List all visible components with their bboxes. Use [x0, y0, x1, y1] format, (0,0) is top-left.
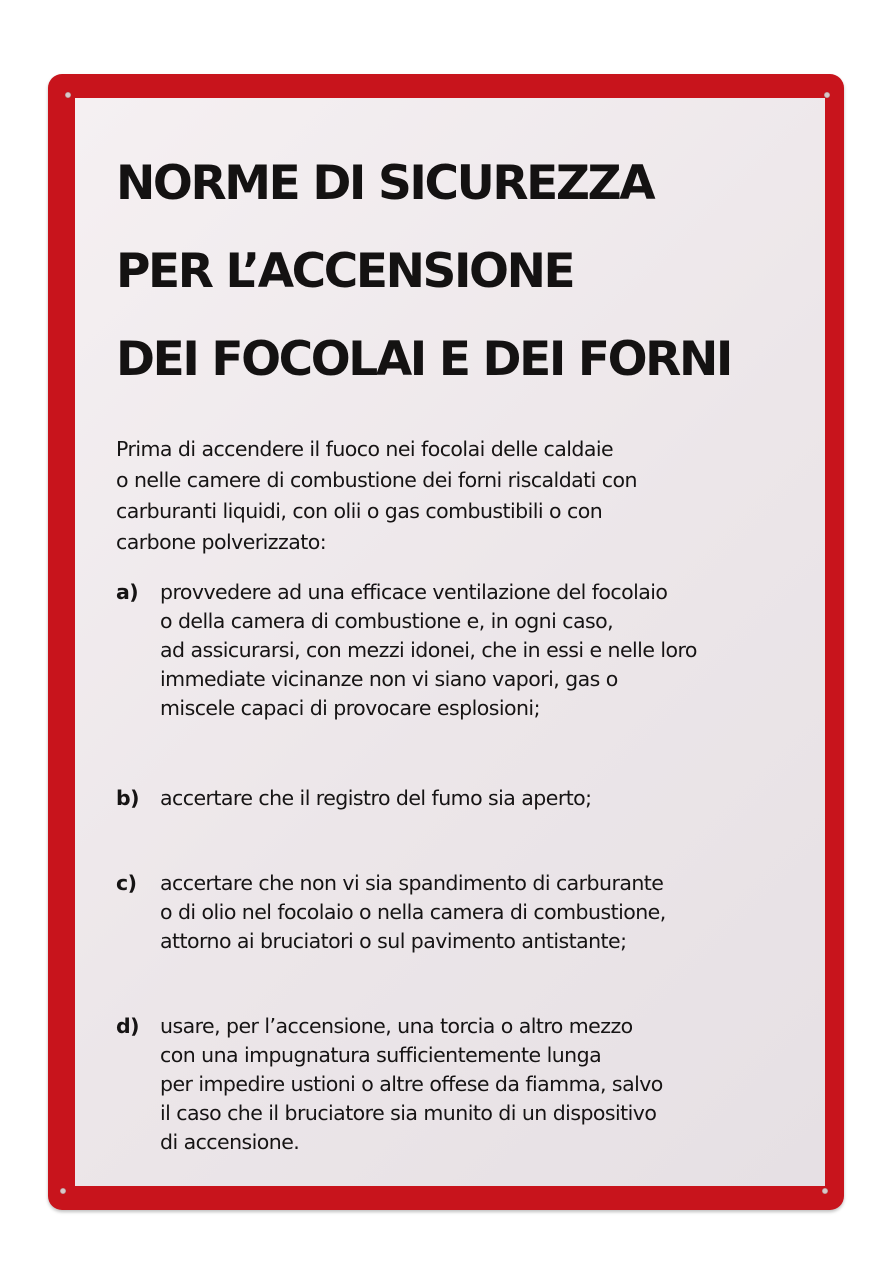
rule-line: provvedere ad una efficace ventilazione del focolaio	[160, 580, 668, 604]
rule-line: il caso che il bruciatore sia munito di un dispositivo	[160, 1101, 657, 1125]
intro-paragraph	[116, 434, 637, 558]
rule-line: o della camera di combustione e, in ogni caso,	[160, 609, 614, 633]
intro-line: carburanti liquidi, con olii o gas combustibili o con	[116, 499, 603, 523]
rule-text	[160, 578, 697, 723]
screw-icon	[65, 92, 71, 98]
rule-text	[160, 1012, 663, 1157]
intro-line: carbone polverizzato:	[116, 530, 327, 554]
rule-marker: c)	[116, 871, 137, 895]
screw-icon	[822, 1188, 828, 1194]
sign-panel	[75, 98, 825, 1186]
rule-line: o di olio nel focolaio o nella camera di combustione,	[160, 900, 666, 924]
rule-line: attorno ai bruciatori o sul pavimento antistante;	[160, 929, 627, 953]
intro-line: Prima di accendere il fuoco nei focolai delle caldaie	[116, 437, 614, 461]
title-line: DEI FOCOLAI E DEI FORNI	[116, 332, 731, 387]
screw-icon	[60, 1188, 66, 1194]
rule-line: di accensione.	[160, 1130, 300, 1154]
title-line: NORME DI SICUREZZA	[116, 156, 654, 211]
sign-title	[116, 140, 731, 404]
rule-line: miscele capaci di provocare esplosioni;	[160, 696, 540, 720]
rule-line: accertare che il registro del fumo sia aperto;	[160, 786, 592, 810]
rule-line: per impedire ustioni o altre offese da fiamma, salvo	[160, 1072, 663, 1096]
rule-text	[160, 869, 666, 956]
rule-marker: d)	[116, 1014, 139, 1038]
rule-line: ad assicurarsi, con mezzi idonei, che in essi e nelle loro	[160, 638, 697, 662]
rule-line: con una impugnatura sufficientemente lunga	[160, 1043, 602, 1067]
rule-line: usare, per l’accensione, una torcia o altro mezzo	[160, 1014, 633, 1038]
rule-text	[160, 784, 592, 813]
rule-marker: a)	[116, 580, 139, 604]
intro-line: o nelle camere di combustione dei forni riscaldati con	[116, 468, 637, 492]
title-line: PER L’ACCENSIONE	[116, 244, 574, 299]
rule-line: immediate vicinanze non vi siano vapori, gas o	[160, 667, 618, 691]
rule-line: accertare che non vi sia spandimento di carburante	[160, 871, 664, 895]
safety-sign	[48, 74, 844, 1210]
rule-marker: b)	[116, 786, 139, 810]
